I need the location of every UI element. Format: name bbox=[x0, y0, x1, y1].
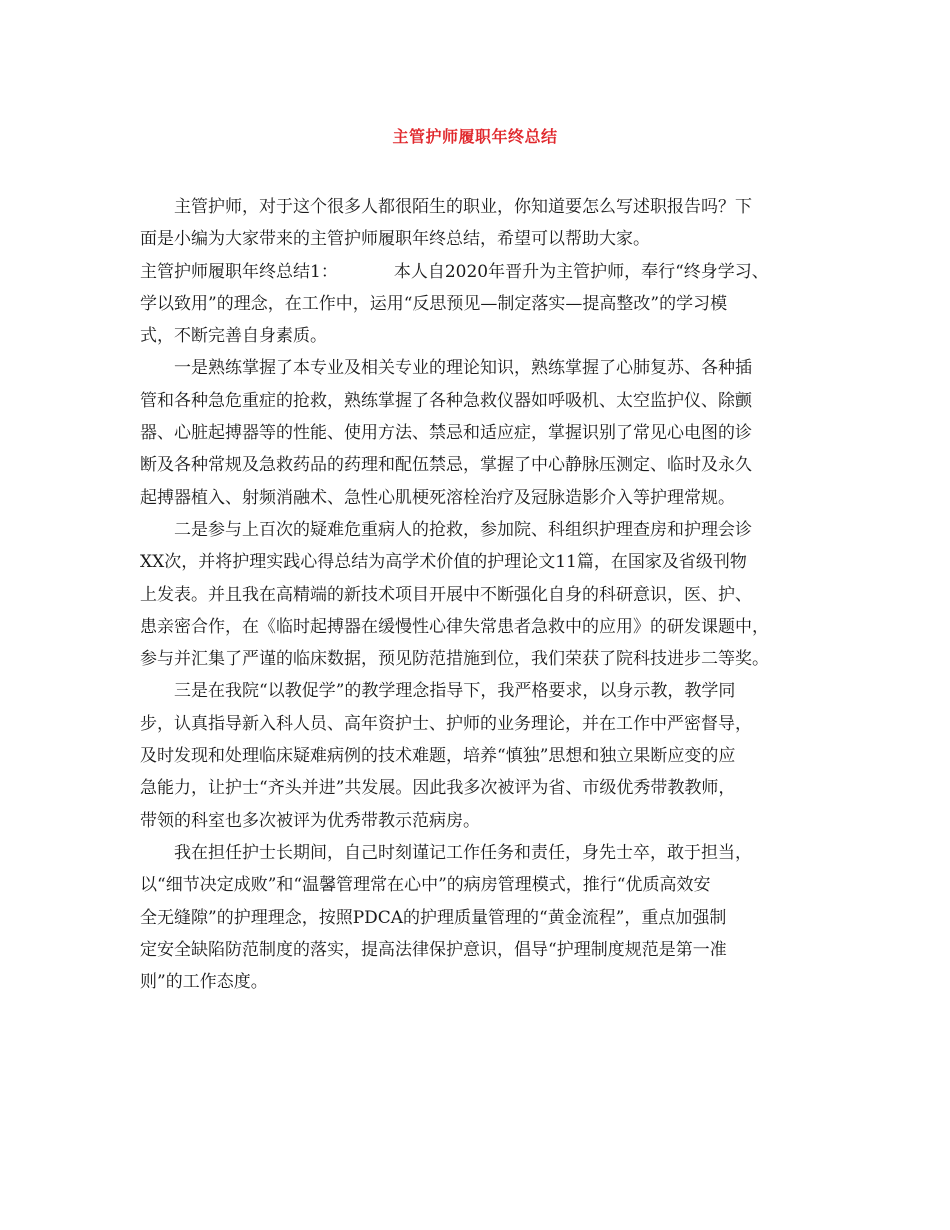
text-line: 断及各种常规及急救药品的药理和配伍禁忌，掌握了中心静脉压测定、临时及永久 bbox=[140, 455, 752, 476]
text-line: 急能力，让护士“齐头并进”共发展。因此我多次被评为省、市级优秀带教教师， bbox=[140, 778, 736, 799]
text-line: 步，认真指导新入科人员、高年资护士、护师的业务理论，并在工作中严密督导， bbox=[140, 713, 752, 734]
text-line: 二是参与上百次的疑难危重病人的抢救，参加院、科组织护理查房和护理会诊 bbox=[174, 519, 752, 540]
text-line: 主管护师，对于这个很多人都很陌生的职业，你知道要怎么写述职报告吗？下 bbox=[174, 197, 752, 217]
paragraph-point-2 bbox=[140, 514, 820, 675]
text-line: 以“细节决定成败”和“温馨管理常在心中”的病房管理模式，推行“优质高效安 bbox=[140, 875, 711, 896]
text-segment: 本人自2020年晋升为主管护师，奉行“终身学习、 bbox=[393, 261, 769, 282]
text-line: 及时发现和处理临床疑难病例的技术难题，培养“慎独”思想和独立果断应变的应 bbox=[140, 746, 736, 767]
text-line: 三是在我院“以教促学”的教学理念指导下，我严格要求，以身示教，教学同 bbox=[174, 681, 736, 702]
text-line: 式，不断完善自身素质。 bbox=[140, 326, 327, 347]
paragraph-point-1 bbox=[140, 352, 820, 513]
section-lead-label: 主管护师履职年终总结1： bbox=[140, 261, 338, 282]
paragraph-intro bbox=[140, 191, 820, 256]
text-line: 上发表。并且我在高精端的新技术项目开展中不断强化自身的科研意识，医、护、 bbox=[140, 584, 752, 605]
text-line: XX次，并将护理实践心得总结为高学术价值的护理论文11篇，在国家及省级刊物 bbox=[140, 552, 747, 573]
text-line bbox=[140, 256, 820, 288]
text-line: 参与并汇集了严谨的临床数据，预见防范措施到位，我们荣获了院科技进步二等奖。 bbox=[140, 649, 769, 670]
text-line: 管和各种急危重症的抢救，熟练掌握了各种急救仪器如呼吸机、太空监护仪、除颤 bbox=[140, 390, 752, 411]
text-line: 定安全缺陷防范制度的落实，提高法律保护意识，倡导“护理制度规范是第一准 bbox=[140, 939, 727, 960]
text-line: 起搏器植入、射频消融术、急性心肌梗死溶栓治疗及冠脉造影介入等护理常规。 bbox=[140, 487, 735, 508]
text-line: 学以致用”的理念，在工作中，运用“反思预见—制定落实—提高整改”的学习模 bbox=[140, 293, 728, 314]
text-line: 则”的工作态度。 bbox=[140, 972, 268, 993]
paragraph-point-3 bbox=[140, 675, 820, 836]
text-line: 我在担任护士长期间，自己时刻谨记工作任务和责任，身先士卒，敢于担当， bbox=[174, 842, 752, 863]
document-title: 主管护师履职年终总结 bbox=[392, 127, 558, 146]
text-line: 患亲密合作，在《临时起搏器在缓慢性心律失常患者急救中的应用》的研发课题中， bbox=[140, 616, 769, 637]
text-line: 带领的科室也多次被评为优秀带教示范病房。 bbox=[140, 810, 480, 831]
paragraph-summary-1 bbox=[140, 256, 820, 353]
text-line: 面是小编为大家带来的主管护师履职年终总结，希望可以帮助大家。 bbox=[140, 229, 650, 250]
text-line: 一是熟练掌握了本专业及相关专业的理论知识，熟练掌握了心肺复苏、各种插 bbox=[174, 358, 752, 379]
text-line: 器、心脏起搏器等的性能、使用方法、禁忌和适应症，掌握识别了常见心电图的诊 bbox=[140, 423, 752, 444]
document-body bbox=[140, 191, 820, 998]
paragraph-head-nurse bbox=[140, 837, 820, 998]
text-line: 全无缝隙”的护理理念，按照PDCA的护理质量管理的“黄金流程”，重点加强制 bbox=[140, 907, 727, 928]
